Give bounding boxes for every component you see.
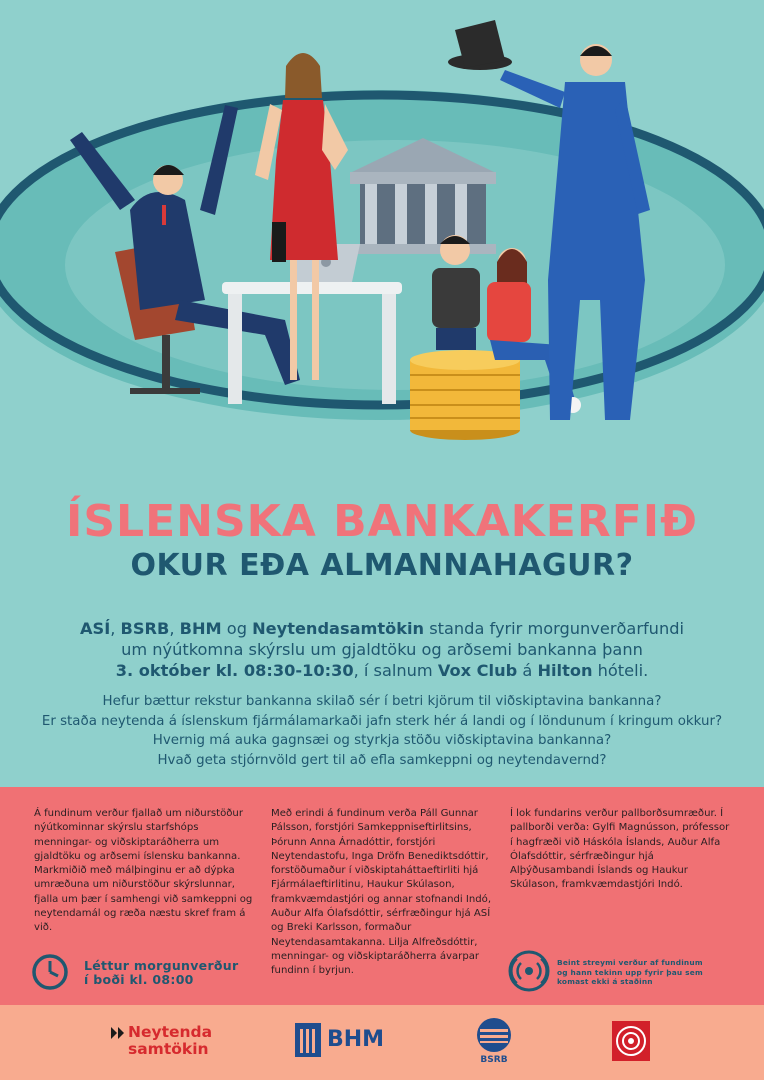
intro-line-2: um nýútkomna skýrslu um gjaldtöku og arðsemi bankanna þann	[121, 640, 643, 659]
bsrb-text: BSRB	[480, 1055, 508, 1065]
intro-sep: og	[221, 619, 253, 638]
info-column-panel: Í lok fundarins verður pallborðsumræður. Í pallborði verða: Gylfi Magnússon, prófessor í hagfræði við Háskóla Íslands, Auður Alfa Ólafsdóttir, sérfræðingur hjá Alþýðusambandi Íslands og Haukur Skúlason, framkvæmdastjóri Indó.	[510, 808, 730, 891]
org-asi: ASÍ	[80, 619, 111, 638]
breakfast-text	[84, 959, 238, 987]
breakfast-notice	[30, 950, 260, 994]
breakfast-line-2: í boði kl. 08:00	[84, 972, 194, 987]
question-item: Er staða neytenda á íslenskum fjármálamarkaði jafn sterk hér á landi og í löndunum í kringum okkur?	[41, 713, 723, 729]
question-item: Hvernig má auka gagnsæi og styrkja stöðu viðskiptavina bankanna?	[152, 733, 612, 748]
main-title: ÍSLENSKA BANKAKERFIÐ	[65, 496, 699, 547]
event-hotel: Hilton	[537, 661, 593, 680]
intro-sep: ,	[110, 619, 121, 638]
info-panel	[0, 787, 764, 1005]
logo-bhm	[293, 1019, 383, 1065]
org-bhm: BHM	[179, 619, 222, 638]
neytenda-mark-icon	[110, 1025, 126, 1041]
intro-sep: ,	[169, 619, 180, 638]
intro-line-3	[60, 660, 704, 681]
broadcast-icon	[507, 949, 551, 993]
intro-line-1	[60, 618, 704, 639]
subtitle: OKUR EÐA ALMANNAHAGUR?	[130, 548, 634, 583]
bsrb-mark-icon	[472, 1015, 516, 1055]
stream-notice	[507, 947, 757, 995]
clock-icon	[30, 952, 70, 992]
title-block	[0, 498, 764, 584]
org-neytendasamtokin: Neytendasamtökin	[252, 619, 425, 638]
logo-neytendasamtokin	[110, 1023, 220, 1063]
stream-line-2: og hann tekinn upp fyrir þau sem	[557, 967, 703, 977]
breakfast-line-1: Léttur morgunverður	[84, 958, 239, 973]
sponsor-footer	[0, 1005, 764, 1080]
coin-stack-icon	[410, 350, 520, 440]
intro-text-1: standa fyrir morgunverðarfundi	[424, 619, 684, 638]
asi-logo-icon	[611, 1019, 651, 1063]
intro-text-5: hóteli.	[592, 661, 649, 680]
event-venue: Vox Club	[437, 661, 518, 680]
stream-text	[557, 958, 751, 987]
bhm-text: BHM	[327, 1027, 385, 1052]
stream-line-1: Beint streymi verður af fundinum	[557, 958, 703, 967]
question-item: Hefur bættur rekstur bankanna skilað sér í betri kjörum til viðskiptavina bankanna?	[102, 694, 662, 709]
neytenda-line-2: samtökin	[128, 1040, 209, 1058]
stream-line-3: komast ekki á staðinn	[557, 977, 653, 987]
info-column-speakers: Með erindi á fundinum verða Páll Gunnar Pálsson, forstjóri Samkeppniseftirlitsins, Þórunn Anna Árnadóttir, forstjóri Neytendastofu, Inga Dröfn Benediktsdóttir, forstöðumaður í viðskiptaháttaeftirliti hjá Fjármálaeftirlitinu, Haukur Skúlason, framkvæmdastjóri og annar stofnandi Indó, Auður Alfa Ólafsdóttir, sérfræðingur hjá ASÍ og Breki Karlsson, formaður Neytendasamtakanna. Lilja Alfreðsdóttir, menningar- og viðskiptaráðherra ávarpar fundinn í byrjun.	[271, 808, 492, 977]
neytenda-line-1: Neytenda	[128, 1023, 213, 1041]
hero-illustration	[0, 0, 764, 470]
org-bsrb: BSRB	[120, 619, 170, 638]
info-column-about: Á fundinum verður fjallað um niðurstöður nýútkominnar skýrslu starfshóps menningar- og viðskiptaráðherra um gjaldtöku og arðsemi íslensku bankanna. Markmiðið með málþinginu er að dýpka umræðuna um niðurstöður skýrslunnar, fjalla um þær í samhengi við samkeppni og neytendamál og ræða næstu skref fram á við.	[34, 808, 253, 934]
questions-list	[30, 692, 734, 770]
event-date: 3. október kl. 08:30-10:30	[115, 661, 354, 680]
intro-text-4: á	[517, 661, 538, 680]
intro-text-3: , í salnum	[353, 661, 438, 680]
intro-text	[60, 618, 704, 681]
logo-bsrb	[472, 1015, 516, 1071]
logo-asi	[611, 1019, 651, 1065]
question-item: Hvað geta stjórnvöld gert til að efla samkeppni og neytendavernd?	[157, 752, 607, 768]
bhm-mark-icon	[293, 1021, 323, 1061]
